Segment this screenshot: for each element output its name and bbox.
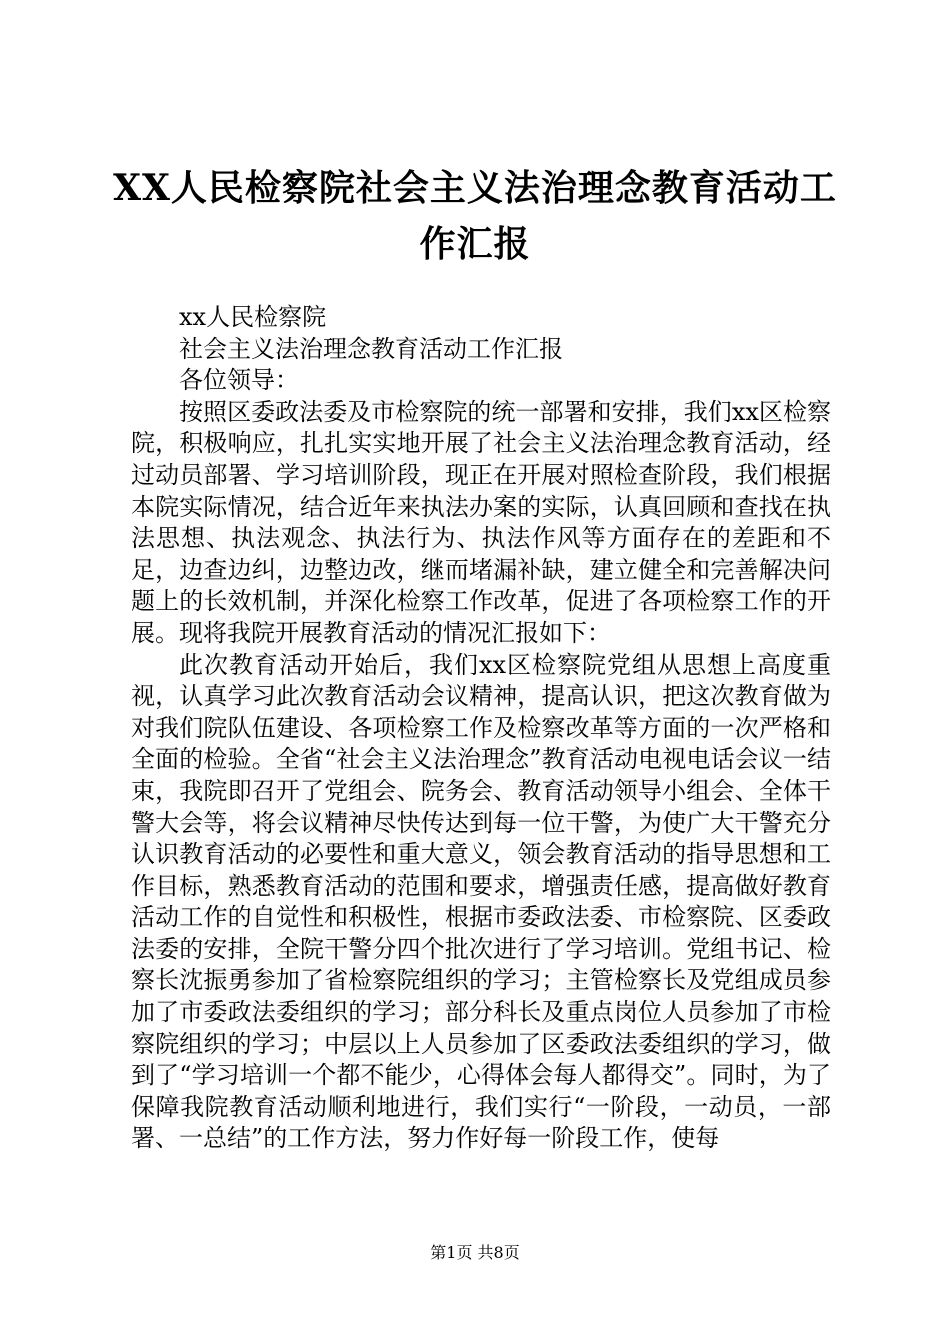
page-number-footer: 第1页 共8页: [430, 1243, 520, 1262]
paragraph-report-title: 社会主义法治理念教育活动工作汇报: [179, 334, 563, 363]
paragraph-intro: 按照区委政法委及市检察院的统一部署和安排，我们xx区检察院，积极响应，扎扎实实地开展了社会主义法治理念教育活动，经过动员部署、学习培训阶段，现正在开展对照检查阶段，我们根据本院实际情况，结合近年来执法办案的实际，认真回顾和查找在执法思想、执法观念、执法行为、执法作风等方面存在的差距和不足，边查边纠，边整边改，继而堵漏补缺，建立健全和完善解决问题上的长效机制，并深化检察工作改革，促进了各项检察工作的开展。现将我院开展教育活动的情况汇报如下：: [131, 397, 831, 647]
paragraph-org-name: xx人民检察院: [179, 303, 327, 331]
document-title: XX人民检察院社会主义法治理念教育活动工作汇报: [113, 167, 837, 265]
document-body: [131, 302, 831, 1155]
paragraph-main: 此次教育活动开始后，我们xx区检察院党组从思想上高度重视，认真学习此次教育活动会议精神，提高认识，把这次教育做为对我们院队伍建设、各项检察工作及检察改革等方面的一次严格和全面的检验。全省“社会主义法治理念”教育活动电视电话会议一结束，我院即召开了党组会、院务会、教育活动领导小组会、全体干警大会等，将会议精神尽快传达到每一位干警，为使广大干警充分认识教育活动的必要性和重大意义，领会教育活动的指导思想和工作目标，熟悉教育活动的范围和要求，增强责任感，提高做好教育活动工作的自觉性和积极性，根据市委政法委、市检察院、区委政法委的安排，全院干警分四个批次进行了学习培训。党组书记、检察长沈振勇参加了省检察院组织的学习；主管检察长及党组成员参加了市委政法委组织的学习；部分科长及重点岗位人员参加了市检察院组织的学习；中层以上人员参加了区委政法委组织的学习，做到了“学习培训一个都不能少，心得体会每人都得交”。同时，为了保障我院教育活动顺利地进行，我们实行“一阶段，一动员，一部署、一总结”的工作方法，努力作好每一阶段工作，使每: [131, 650, 831, 1153]
paragraph-salutation: 各位领导：: [179, 366, 299, 395]
